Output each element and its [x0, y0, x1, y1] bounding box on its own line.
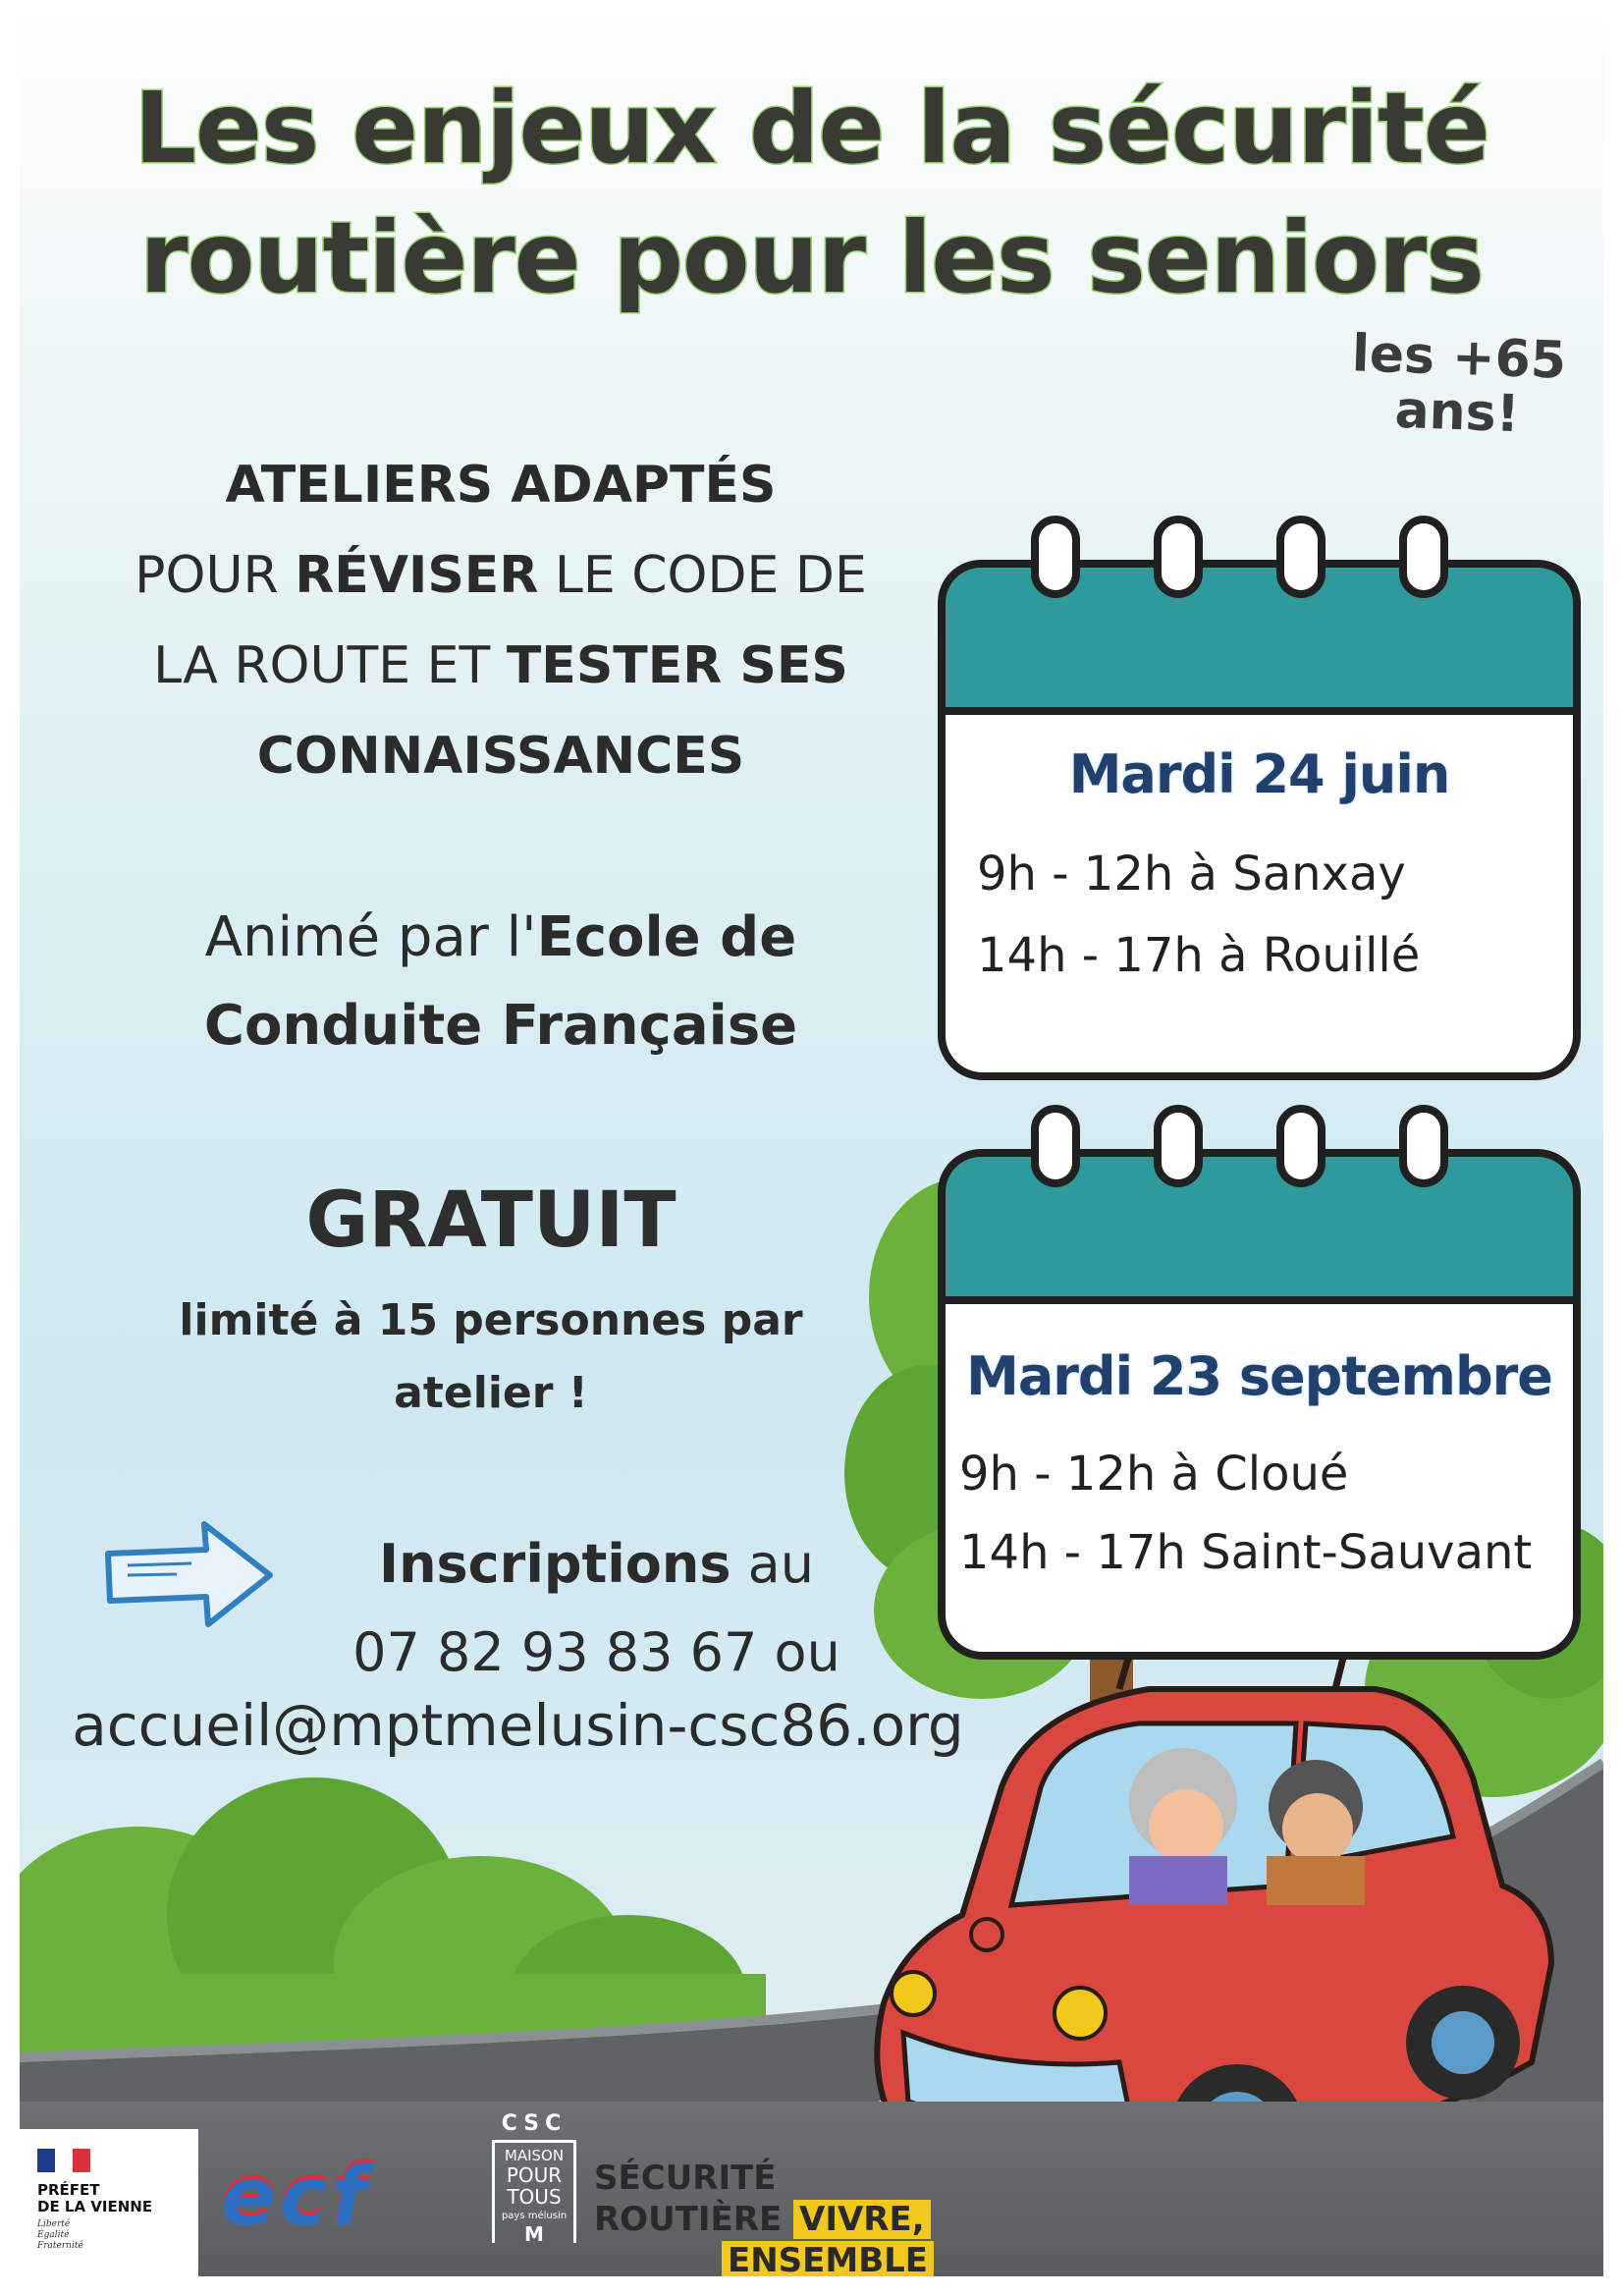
session-date-1: Mardi 24 juin: [1068, 743, 1450, 805]
session-1-slot-2: 14h - 17h à Rouillé: [977, 928, 1421, 983]
session-2-slot-1: 9h - 12h à Cloué: [959, 1447, 1349, 1502]
registration-email[interactable]: accueil@mptmelusin-csc86.org: [72, 1692, 964, 1759]
workshop-line-1: ATELIERS ADAPTÉS: [225, 456, 777, 515]
calendar-ring: [1154, 1105, 1203, 1187]
securite-vivre: VIVRE,: [793, 2200, 931, 2239]
age-badge: [1328, 325, 1588, 444]
securite-ensemble: ENSEMBLE: [722, 2241, 934, 2276]
title-line-1: Les enjeux de la sécurité: [134, 71, 1489, 186]
registration-label: Inscriptions: [379, 1533, 731, 1595]
calendar-ring: [1399, 516, 1448, 598]
session-2-slot-2: 14h - 17h Saint-Sauvant: [959, 1525, 1533, 1580]
prefet-motto: Liberté Égalité Fraternité: [37, 2219, 83, 2251]
csc-line-3: TOUS: [507, 2185, 562, 2209]
animator-prefix: Animé par l': [204, 905, 537, 969]
poster: [20, 20, 1603, 2276]
age-badge-line-1: les +65: [1350, 324, 1568, 391]
prefet-line-1: PRÉFET: [37, 2181, 100, 2199]
registration-block: [20, 1520, 1016, 1697]
calendar-ring: [1399, 1105, 1448, 1187]
securite-routiere-logo: [594, 2158, 987, 2276]
csc-sub: pays mélusin: [501, 2211, 568, 2221]
animator-name-1: Ecole de: [536, 905, 797, 969]
limit-line-1: limité à 15 personnes par: [179, 1295, 803, 1345]
calendar-card-2: [938, 1105, 1581, 1660]
registration-phone[interactable]: 07 82 93 83 67 ou: [352, 1621, 840, 1683]
workshop-description: [44, 440, 957, 801]
title-line-2: routière pour les seniors: [139, 200, 1484, 315]
csc-bottom: M: [524, 2222, 544, 2246]
marianne-logo: [37, 2149, 90, 2172]
calendar-ring: [1276, 1105, 1325, 1187]
csc-line-1: MAISON: [504, 2147, 565, 2164]
calendar-ring: [1031, 516, 1080, 598]
workshop-line-4: CONNAISSANCES: [256, 727, 745, 786]
calendar-ring: [1031, 1105, 1080, 1187]
csc-line-2: POUR: [506, 2163, 563, 2187]
session-1-slot-1: 9h - 12h à Sanxay: [977, 847, 1406, 902]
age-badge-line-2: ans!: [1393, 380, 1521, 445]
price-label: GRATUIT: [305, 1176, 676, 1265]
animator-name-2: Conduite Française: [203, 994, 798, 1058]
registration-suffix: au: [730, 1533, 814, 1595]
limit-text: [44, 1285, 938, 1430]
securite-line-1: SÉCURITÉ: [594, 2159, 777, 2198]
calendar-ring: [1154, 516, 1203, 598]
workshop-line-3: LA ROUTE ET TESTER SES: [153, 636, 848, 695]
workshop-line-2: POUR RÉVISER LE CODE DE: [135, 546, 867, 605]
securite-line-2: ROUTIÈRE: [594, 2200, 783, 2239]
csc-top: CSC: [501, 2111, 568, 2136]
csc-logo: [489, 2111, 579, 2276]
animator-text: [44, 894, 957, 1070]
ecf-logo: ecf: [221, 2151, 370, 2244]
prefet-line-2: DE LA VIENNE: [37, 2198, 153, 2215]
prefet-logo: [20, 2129, 198, 2276]
calendar-card-1: [938, 516, 1581, 1080]
limit-line-2: atelier !: [394, 1368, 588, 1418]
calendar-ring: [1276, 516, 1325, 598]
page-title: [20, 64, 1603, 323]
session-date-2: Mardi 23 septembre: [966, 1345, 1552, 1407]
